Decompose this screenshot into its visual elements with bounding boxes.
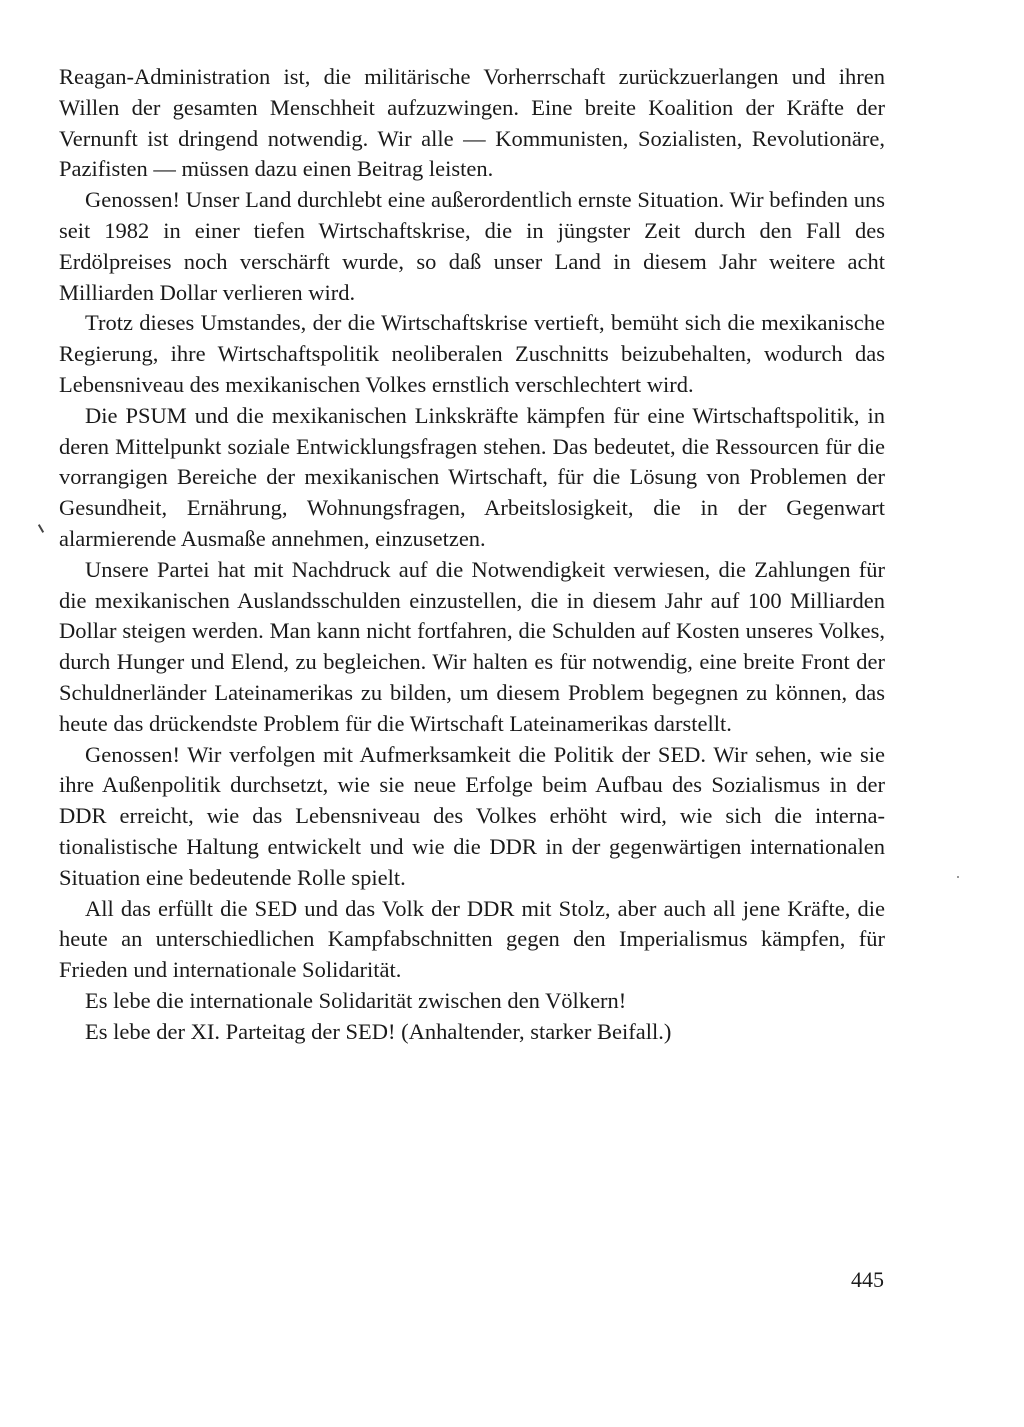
paragraph: All das erfüllt die SED und das Volk der DDR mit Stolz, aber auch all jene Kräfte, die heute an unterschiedlichen Kampfabschnitten gegen den Imperialismus kämpfen, für Frieden und internationale Solidarität. [59,895,885,983]
paragraph: Genossen! Unser Land durchlebt eine außerordentlich ernste Situation. Wir befinden uns seit 1982 in einer tiefen Wirtschaftskrise, die in jüngster Zeit durch den Fall des Erdölpreises noch verschärft wurde, so daß unser Land in diesem Jahr weitere acht Milliarden Dollar verlieren wird. [59,187,885,305]
body-text [59,62,885,1048]
paragraph: Die PSUM und die mexikanischen Linkskräfte kämpfen für eine Wirtschaftspolitik, in deren Mittelpunkt soziale Entwicklungsfragen stehen. Das bedeutet, die Ressourcen für die vorrangigen Bereiche der mexikanischen Wirtschaft, für die Lösung von Problemen der Gesundheit, Ernährung, Wohnungsfragen, Arbeitslosigkeit, die in der Gegenwart alarmierende Ausmaße annehmen, einzusetzen. [59,402,885,551]
page-number: 445 [851,1267,884,1292]
paragraph: Es lebe der XI. Parteitag der SED! (Anhaltender, starker Beifall.) [85,1018,672,1044]
paragraph: Reagan-Administration ist, die militärische Vorherrschaft zurückzuerlangen und ihren Willen der gesamten Menschheit aufzuzwingen. Eine breite Koalition der Kräfte der Vernunft ist dringend notwendig. Wir alle — Kommunisten, Sozialisten, Revolutionäre, Pazifisten — müssen dazu einen Beitrag leisten. [59,64,885,182]
paragraph: Es lebe die internationale Solidarität zwischen den Völkern! [85,987,627,1013]
paragraph: Trotz dieses Umstandes, der die Wirtschaftskrise vertieft, bemüht sich die mexikanische Regierung, ihre Wirtschaftspolitik neoliberalen Zuschnitts beizubehalten, wodurch das Lebensniveau des mexikanischen Volkes ernstlich verschlechtert wird. [59,310,885,397]
scan-dot [957,876,959,878]
paragraph: Genossen! Wir verfolgen mit Aufmerksamkeit die Politik der SED. Wir sehen, wie sie ihre Außenpolitik durchsetzt, wie sie neue Erfolge beim Aufbau des Sozialismus in der DDR erreicht, wie das Lebensniveau des Volkes erhöht wird, wie sich die internationalistische Haltung entwickelt und wie die DDR in der gegenwärtigen internationalen Situation eine bedeutende Rolle spielt. [59,741,885,890]
paragraph: Unsere Partei hat mit Nachdruck auf die Notwendigkeit verwiesen, die Zahlungen für die mexikanischen Auslandsschulden einzustellen, die in diesem Jahr auf 100 Milliarden Dollar steigen werden. Man kann nicht fortfahren, die Schulden auf Kosten unseres Volkes, durch Hunger und Elend, zu begleichen. Wir halten es für notwendig, eine breite Front der Schuldnerländer Lateinamerikas zu bilden, um diesem Problem begegnen zu können, das heute das drückendste Problem für die Wirtschaft Lateinamerikas darstellt. [59,556,885,736]
scan-mark [38,524,44,533]
